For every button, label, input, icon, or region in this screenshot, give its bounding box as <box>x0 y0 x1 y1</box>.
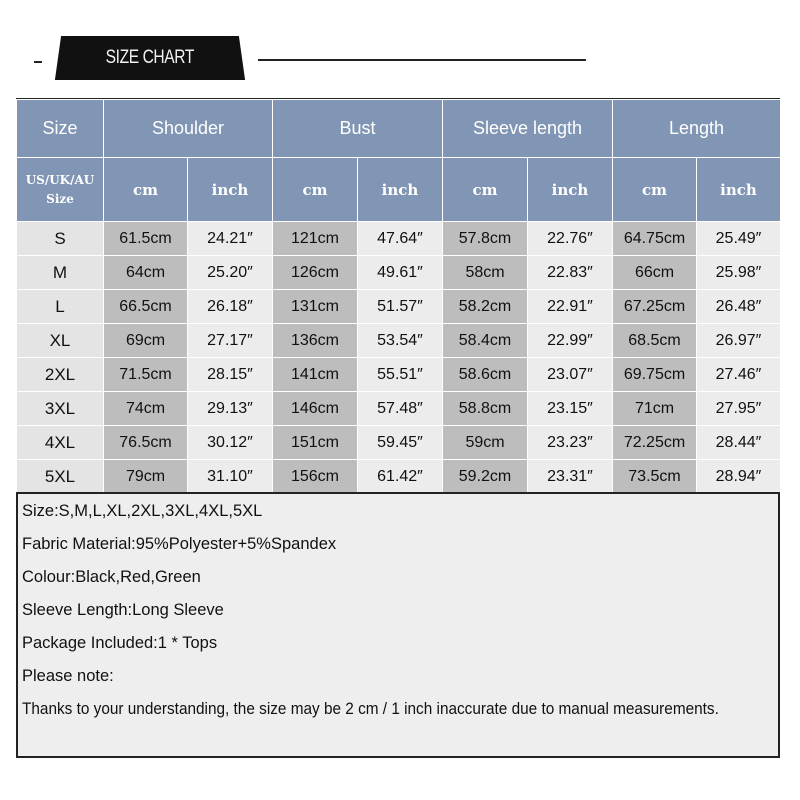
cm-value-cell: 57.8cm <box>443 222 528 256</box>
cm-value-cell: 69cm <box>104 324 188 358</box>
cm-value-cell: 131cm <box>273 290 358 324</box>
inch-value-cell: 23.07″ <box>528 358 613 392</box>
unit-header-cm: cm <box>443 158 528 222</box>
cm-value-cell: 126cm <box>273 256 358 290</box>
inch-value-cell: 31.10″ <box>188 460 273 494</box>
col-header-shoulder: Shoulder <box>104 100 273 158</box>
inch-value-cell: 26.18″ <box>188 290 273 324</box>
inch-value-cell: 26.48″ <box>697 290 781 324</box>
inch-value-cell: 22.99″ <box>528 324 613 358</box>
table-row <box>17 460 781 494</box>
inch-value-cell: 49.61″ <box>358 256 443 290</box>
cm-value-cell: 59.2cm <box>443 460 528 494</box>
col-header-sleeve-length: Sleeve length <box>443 100 613 158</box>
size-cell: 5XL <box>17 460 104 494</box>
inch-value-cell: 51.57″ <box>358 290 443 324</box>
size-chart-title: SIZE CHART <box>105 47 195 68</box>
info-package: Package Included:1 * Tops <box>22 634 218 652</box>
inch-value-cell: 23.23″ <box>528 426 613 460</box>
table-row <box>17 222 781 256</box>
cm-value-cell: 141cm <box>273 358 358 392</box>
unit-header-inch: inch <box>528 158 613 222</box>
table-row <box>17 392 781 426</box>
inch-value-cell: 24.21″ <box>188 222 273 256</box>
cm-value-cell: 136cm <box>273 324 358 358</box>
cm-value-cell: 67.25cm <box>613 290 697 324</box>
product-info-box <box>16 492 780 758</box>
cm-value-cell: 121cm <box>273 222 358 256</box>
col-header-bust: Bust <box>273 100 443 158</box>
unit-header-cm: cm <box>613 158 697 222</box>
table-row <box>17 290 781 324</box>
table-row <box>17 358 781 392</box>
cm-value-cell: 68.5cm <box>613 324 697 358</box>
size-cell: XL <box>17 324 104 358</box>
cm-value-cell: 64.75cm <box>613 222 697 256</box>
inch-value-cell: 26.97″ <box>697 324 781 358</box>
inch-value-cell: 28.94″ <box>697 460 781 494</box>
info-sizes: Size:S,M,L,XL,2XL,3XL,4XL,5XL <box>22 502 263 520</box>
cm-value-cell: 66.5cm <box>104 290 188 324</box>
table-row <box>17 426 781 460</box>
inch-value-cell: 27.95″ <box>697 392 781 426</box>
cm-value-cell: 72.25cm <box>613 426 697 460</box>
cm-value-cell: 71cm <box>613 392 697 426</box>
size-table <box>16 99 781 494</box>
unit-header-cm: cm <box>104 158 188 222</box>
cm-value-cell: 74cm <box>104 392 188 426</box>
table-row <box>17 324 781 358</box>
cm-value-cell: 146cm <box>273 392 358 426</box>
cm-value-cell: 151cm <box>273 426 358 460</box>
col-header-size: Size <box>17 100 104 158</box>
inch-value-cell: 55.51″ <box>358 358 443 392</box>
inch-value-cell: 22.76″ <box>528 222 613 256</box>
inch-value-cell: 25.20″ <box>188 256 273 290</box>
inch-value-cell: 29.13″ <box>188 392 273 426</box>
inch-value-cell: 23.31″ <box>528 460 613 494</box>
size-cell: 2XL <box>17 358 104 392</box>
unit-header-inch: inch <box>358 158 443 222</box>
info-colour: Colour:Black,Red,Green <box>22 568 201 586</box>
inch-value-cell: 59.45″ <box>358 426 443 460</box>
table-row <box>17 256 781 290</box>
inch-value-cell: 22.83″ <box>528 256 613 290</box>
header-rule <box>258 59 586 61</box>
cm-value-cell: 58cm <box>443 256 528 290</box>
cm-value-cell: 76.5cm <box>104 426 188 460</box>
cm-value-cell: 58.4cm <box>443 324 528 358</box>
inch-value-cell: 23.15″ <box>528 392 613 426</box>
inch-value-cell: 28.15″ <box>188 358 273 392</box>
info-sleeve: Sleeve Length:Long Sleeve <box>22 601 224 619</box>
inch-value-cell: 30.12″ <box>188 426 273 460</box>
cm-value-cell: 59cm <box>443 426 528 460</box>
info-note-text: Thanks to your understanding, the size may be 2 cm / 1 inch inaccurate due to manual measurements. <box>22 700 719 718</box>
size-cell: L <box>17 290 104 324</box>
cm-value-cell: 64cm <box>104 256 188 290</box>
cm-value-cell: 58.8cm <box>443 392 528 426</box>
header-row-2 <box>17 158 781 222</box>
cm-value-cell: 73.5cm <box>613 460 697 494</box>
inch-value-cell: 22.91″ <box>528 290 613 324</box>
table-body <box>17 222 781 494</box>
cm-value-cell: 79cm <box>104 460 188 494</box>
info-fabric: Fabric Material:95%Polyester+5%Spandex <box>22 535 337 553</box>
inch-value-cell: 27.46″ <box>697 358 781 392</box>
col-header-length: Length <box>613 100 781 158</box>
inch-value-cell: 25.98″ <box>697 256 781 290</box>
cm-value-cell: 61.5cm <box>104 222 188 256</box>
size-cell: M <box>17 256 104 290</box>
size-chart-banner <box>64 36 236 80</box>
cm-value-cell: 58.6cm <box>443 358 528 392</box>
cm-value-cell: 58.2cm <box>443 290 528 324</box>
inch-value-cell: 47.64″ <box>358 222 443 256</box>
cm-value-cell: 69.75cm <box>613 358 697 392</box>
size-cell: 4XL <box>17 426 104 460</box>
inch-value-cell: 57.48″ <box>358 392 443 426</box>
unit-header-inch: inch <box>697 158 781 222</box>
cm-value-cell: 66cm <box>613 256 697 290</box>
info-note-heading: Please note: <box>22 667 114 685</box>
inch-value-cell: 53.54″ <box>358 324 443 358</box>
size-cell: 3XL <box>17 392 104 426</box>
size-cell: S <box>17 222 104 256</box>
inch-value-cell: 28.44″ <box>697 426 781 460</box>
header-left-dash <box>34 61 42 63</box>
unit-header-inch: inch <box>188 158 273 222</box>
cm-value-cell: 71.5cm <box>104 358 188 392</box>
inch-value-cell: 27.17″ <box>188 324 273 358</box>
col-subheader-size: US/UK/AU Size <box>17 158 104 222</box>
inch-value-cell: 25.49″ <box>697 222 781 256</box>
header-row-1 <box>17 100 781 158</box>
inch-value-cell: 61.42″ <box>358 460 443 494</box>
unit-header-cm: cm <box>273 158 358 222</box>
cm-value-cell: 156cm <box>273 460 358 494</box>
